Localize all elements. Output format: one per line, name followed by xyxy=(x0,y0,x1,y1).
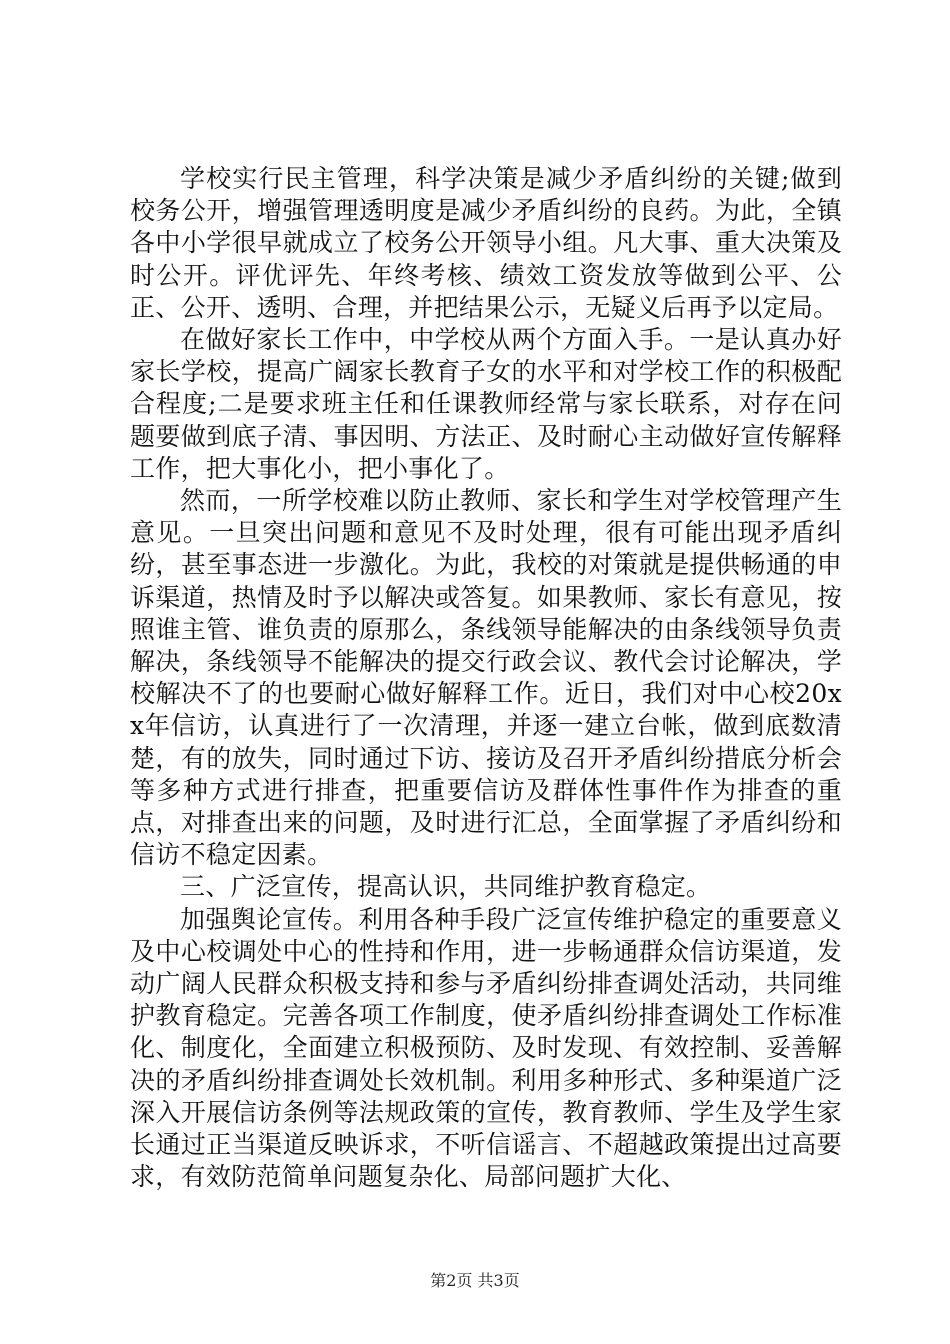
paragraph-school-democratic-management: 学校实行民主管理，科学决策是减少矛盾纠纷的关键;做到校务公开，增强管理透明度是减少矛盾纠纷的良药。为此，全镇各中小学很早就成立了校务公开领导小组。凡大事、重大决策及时公开。评优评先、年终考核、绩效工资发放等做到公平、公正、公开、透明、合理，并把结果公示，无疑义后再予以定局。 xyxy=(130,164,842,322)
paragraph-complaint-channels: 然而，一所学校难以防止教师、家长和学生对学校管理产生意见。一旦突出问题和意见不及时处理，很有可能出现矛盾纠纷，甚至事态进一步激化。为此，我校的对策就是提供畅通的申诉渠道，热情及时予以解决或答复。如果教师、家长有意见，按照谁主管、谁负责的原那么，条线领导能解决的由条线领导负责解决，条线领导不能解决的提交行政会议、教代会讨论解决，学校解决不了的也要耐心做好解释工作。近日，我们对中心校20xx年信访，认真进行了一次清理，并逐一建立台帐，做到底数清楚，有的放失，同时通过下访、接访及召开矛盾纠纷措底分析会等多种方式进行排查，把重要信访及群体性事件作为排查的重点，对排查出来的问题，及时进行汇总，全面掌握了矛盾纠纷和信访不稳定因素。 xyxy=(130,486,842,870)
page-footer: 第2页 共3页 xyxy=(430,1271,520,1290)
paragraph-parent-work: 在做好家长工作中，中学校从两个方面入手。一是认真办好家长学校，提高广阔家长教育子女的水平和对学校工作的积极配合程度;二是要求班主任和任课教师经常与家长联系，对存在问题要做到底子清、事因明、方法正、及时耐心主动做好宣传解释工作，把大事化小，把小事化了。 xyxy=(130,325,842,483)
document-body xyxy=(130,163,842,1194)
paragraph-public-opinion-publicity: 加强舆论宣传。利用各种手段广泛宣传维护稳定的重要意义及中心校调处中心的性持和作用，进一步畅通群众信访渠道，发动广阔人民群众积极支持和参与矛盾纠纷排查调处活动，共同维护教育稳定。完善各项工作制度，使矛盾纠纷排查调处工作标准化、制度化，全面建立积极预防、及时发现、有效控制、妥善解决的矛盾纠纷排查调处长效机制。利用多种形式、多种渠道广泛深入开展信访条例等法规政策的宣传，教育教师、学生及学生家长通过正当渠道反映诉求，不听信谣言、不超越政策提出过高要求，有效防范简单问题复杂化、局部问题扩大化、 xyxy=(130,904,842,1192)
section-heading-publicity: 三、广泛宣传，提高认识，共同维护教育稳定。 xyxy=(180,872,712,902)
